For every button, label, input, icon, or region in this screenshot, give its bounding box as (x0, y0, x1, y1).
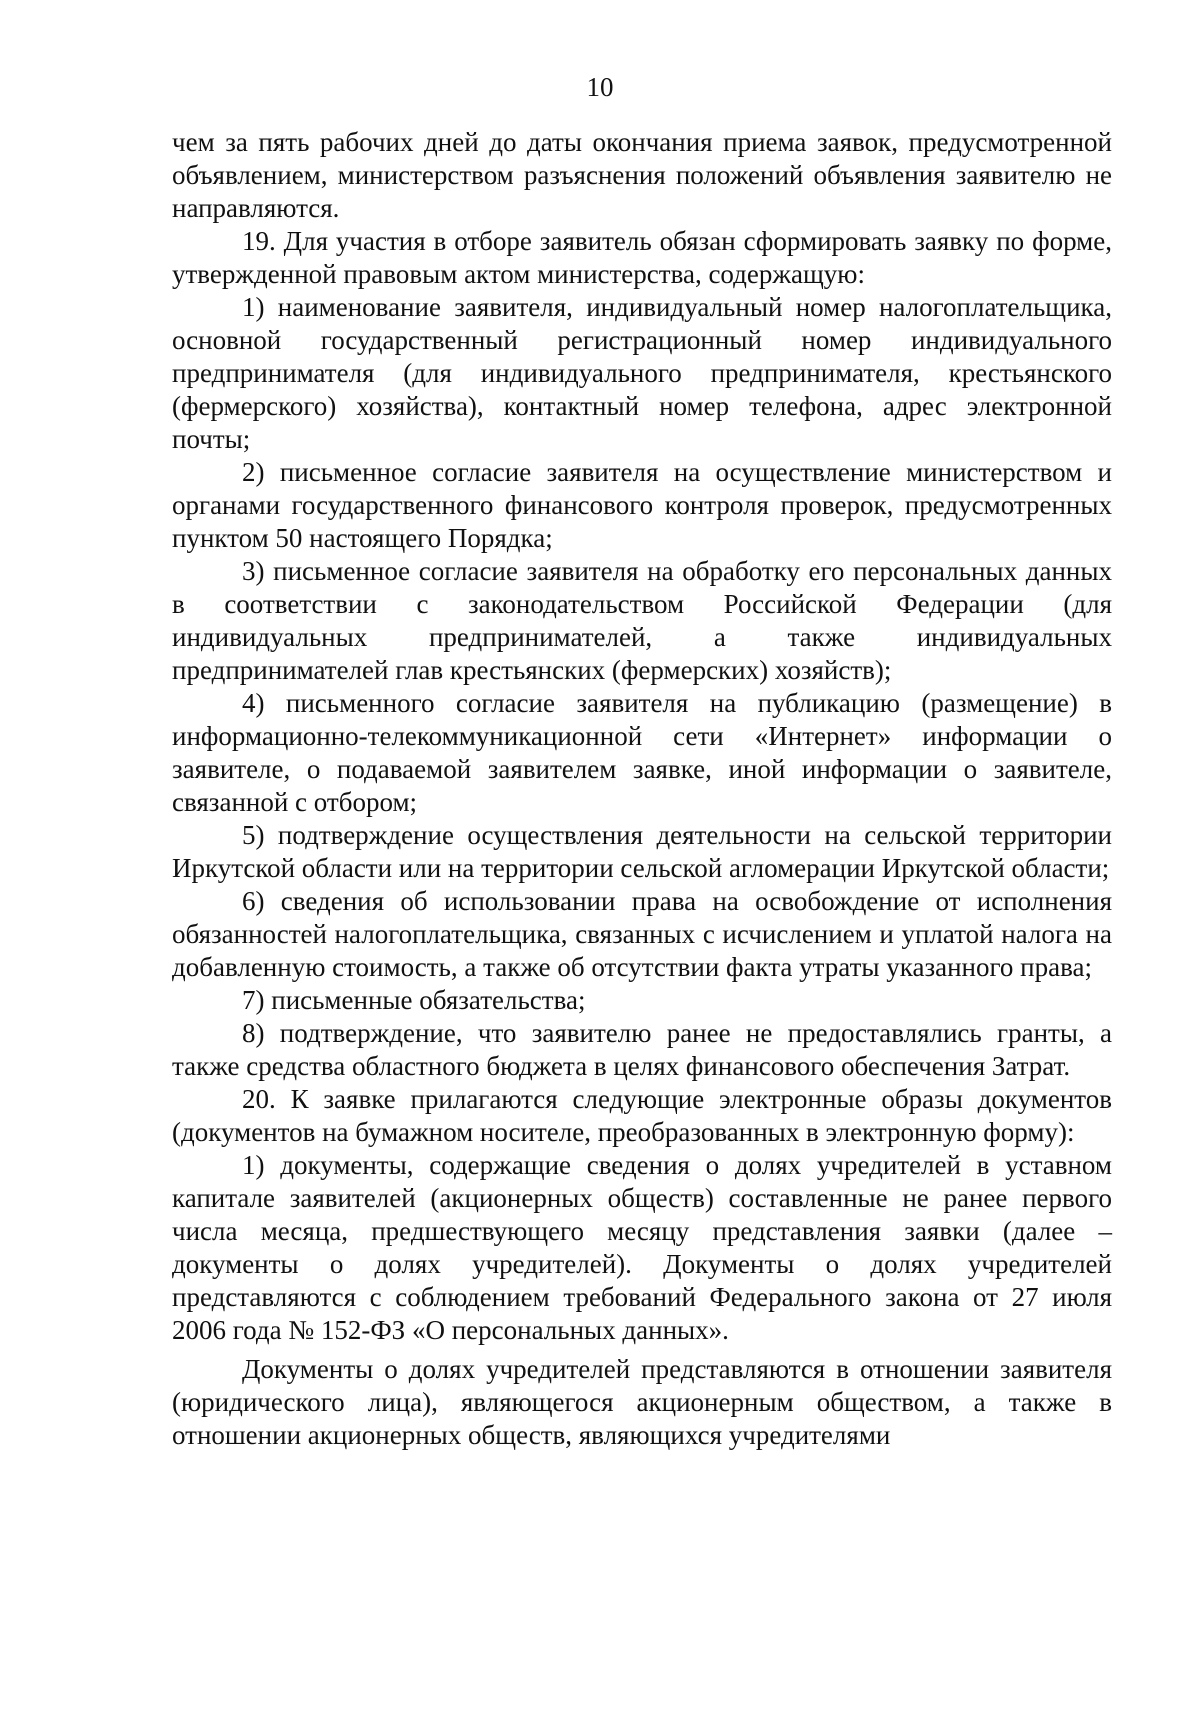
list-item-7: 7) письменные обязательства; (242, 985, 586, 1015)
document-body (172, 126, 1112, 1452)
list-item-2: 2) письменное согласие заявителя на осуществление министерством и органами государственного финансового контроля проверок, предусмотренных пунктом 50 настоящего Порядка; (172, 457, 1112, 553)
paragraph-clause-19: 19. Для участия в отборе заявитель обязан сформировать заявку по форме, утвержденной правовым актом министерства, содержащую: (172, 226, 1112, 289)
list-item-1: 1) наименование заявителя, индивидуальный номер налогоплательщика, основной государственный регистрационный номер индивидуального предпринимателя (для индивидуального предпринимателя, крестьянского (фермерского) хозяйства), контактный номер телефона, адрес электронной почты; (172, 292, 1112, 454)
list-item-8: 8) подтверждение, что заявителю ранее не предоставлялись гранты, а также средства областного бюджета в целях финансового обеспечения Затрат. (172, 1018, 1112, 1081)
paragraph-founders-documents: Документы о долях учредителей представляются в отношении заявителя (юридического лица), являющегося акционерным обществом, а также в отношении акционерных обществ, являющихся учредителями (172, 1354, 1112, 1450)
paragraph-clause-20: 20. К заявке прилагаются следующие электронные образы документов (документов на бумажном носителе, преобразованных в электронную форму): (172, 1084, 1112, 1147)
list-item-5: 5) подтверждение осуществления деятельности на сельской территории Иркутской области или на территории сельской агломерации Иркутской области; (172, 820, 1112, 883)
list-item-6: 6) сведения об использовании права на освобождение от исполнения обязанностей налогоплательщика, связанных с исчислением и уплатой налога на добавленную стоимость, а также об отсутствии факта утраты указанного права; (172, 886, 1112, 982)
list-item-3: 3) письменное согласие заявителя на обработку его персональных данных в соответствии с законодательством Российской Федерации (для индивидуальных предпринимателей, а также индивидуальных предпринимателей глав крестьянских (фермерских) хозяйств); (172, 556, 1112, 685)
list-item-4: 4) письменного согласие заявителя на публикацию (размещение) в информационно-телекоммуникационной сети «Интернет» информации о заявителе, о подаваемой заявителем заявке, иной информации о заявителе, связанной с отбором; (172, 688, 1112, 817)
page-number: 10 (586, 72, 614, 102)
attachment-item-1: 1) документы, содержащие сведения о долях учредителей в уставном капитале заявителей (акционерных обществ) составленные не ранее первого числа месяца, предшествующего месяцу представления заявки (далее – документы о долях учредителей). Документы о долях учредителей представляются с соблюдением требований Федерального закона от 27 июля 2006 года № 152-ФЗ «О персональных данных». (172, 1150, 1112, 1345)
paragraph-continuation: чем за пять рабочих дней до даты окончания приема заявок, предусмотренной объявлением, министерством разъяснения положений объявления заявителю не направляются. (172, 127, 1112, 223)
